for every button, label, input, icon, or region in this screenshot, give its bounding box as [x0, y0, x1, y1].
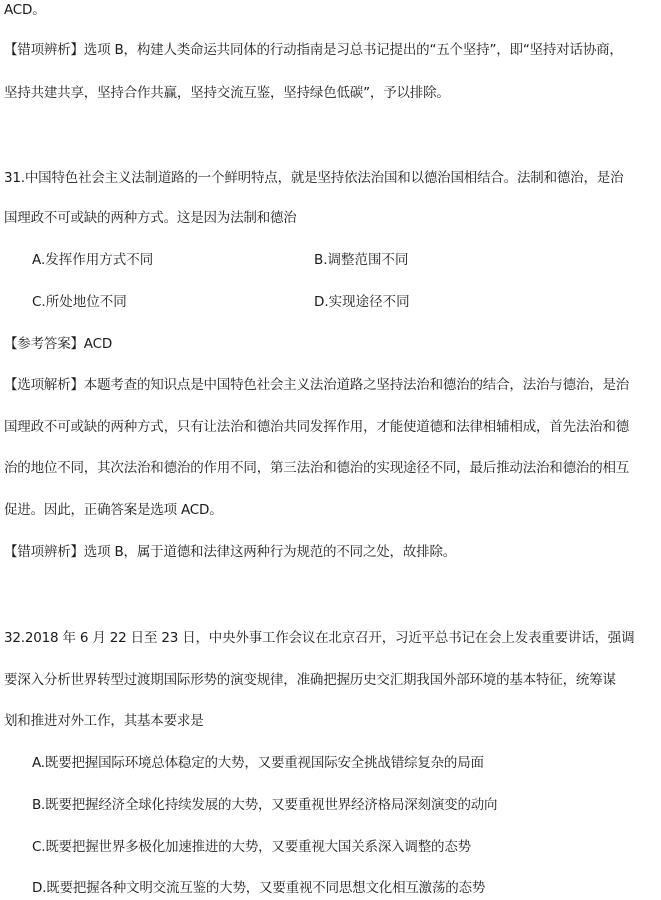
q31-analysis-line4: 促进。因此，正确答案是选项 ACD。 — [4, 502, 223, 518]
q31-option-c: C.所处地位不同 — [32, 294, 127, 310]
q31-stem-line2: 国理政不可或缺的两种方式。这是因为法制和德治 — [4, 210, 297, 226]
q32-option-c: C.既要把握世界多极化加速推进的大势，又要重视大国关系深入调整的态势 — [32, 839, 471, 855]
q32-option-b: B.既要把握经济全球化持续发展的大势，又要重视世界经济格局深刻演变的动向 — [32, 797, 498, 813]
q32-stem-line1: 32.2018 年 6 月 22 日至 23 日，中央外事工作会议在北京召开，习近平总书记在会上发表重要讲话，强调 — [4, 630, 635, 646]
q32-option-a: A.既要把握国际环境总体稳定的大势，又要重视国际安全挑战错综复杂的局面 — [32, 755, 484, 771]
q31-option-d: D.实现途径不同 — [314, 294, 410, 310]
q31-stem-line1: 31.中国特色社会主义法制道路的一个鲜明特点，就是坚持依法治国和以德治国相结合。法制和德治，是治 — [4, 170, 624, 186]
q32-option-d: D.既要把握各种文明交流互鉴的大势，又要重视不同思想文化相互激荡的态势 — [32, 880, 486, 896]
q31-analysis-line2: 国理政不可或缺的两种方式，只有让法治和德治共同发挥作用，才能使道德和法律相辅相成，首先法治和德 — [4, 419, 630, 435]
q32-stem-line3: 划和推进对外工作，其基本要求是 — [4, 713, 204, 729]
q31-analysis-line3: 治的地位不同，其次法治和德治的作用不同，第三法治和德治的实现途径不同，最后推动法治和德治的相互 — [4, 460, 630, 476]
q31-answer: 【参考答案】ACD — [4, 336, 113, 352]
q32-stem-line2: 要深入分析世界转型过渡期国际形势的演变规律，准确把握历史交汇期我国外部环境的基本特征，统筹谋 — [4, 672, 616, 688]
q31-wrong-analysis: 【错项辨析】选项 B，属于道德和法律这两种行为规范的不同之处，故排除。 — [4, 544, 457, 560]
q31-analysis-line1: 【选项解析】本题考查的知识点是中国特色社会主义法治道路之坚持法治和德治的结合，法治与德治，是治 — [4, 377, 630, 393]
q30-answer-tail: ACD。 — [4, 2, 46, 18]
q31-option-a: A.发挥作用方式不同 — [32, 252, 154, 268]
q31-option-b: B.调整范围不同 — [314, 252, 409, 268]
q30-wrong-analysis-line2: 坚持共建共享，坚持合作共赢，坚持交流互鉴，坚持绿色低碳”，予以排除。 — [4, 85, 450, 101]
q30-wrong-analysis-line1: 【错项辨析】选项 B，构建人类命运共同体的行动指南是习总书记提出的“五个坚持”，即“坚持对话协商， — [4, 42, 623, 58]
